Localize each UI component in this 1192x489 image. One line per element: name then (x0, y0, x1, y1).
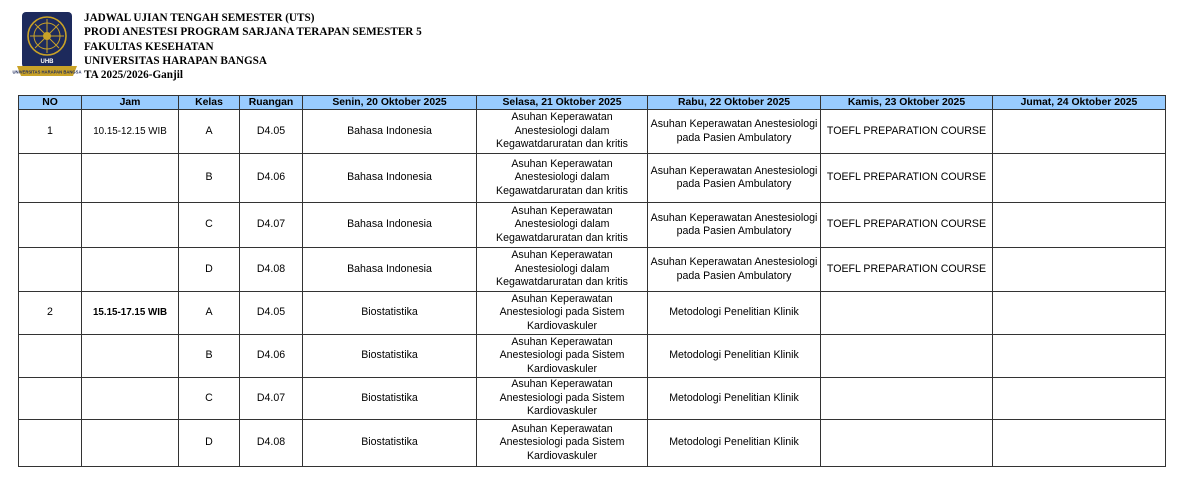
col-header-ruangan: Ruangan (240, 96, 303, 110)
cell-no: 1 (19, 110, 82, 154)
header-titles (84, 11, 422, 82)
table-row (19, 420, 1166, 467)
table-row (19, 378, 1166, 420)
col-header-rabu: Rabu, 22 Oktober 2025 (648, 96, 821, 110)
cell-rabu: Asuhan Keperawatan Anestesiologi pada Pasien Ambulatory (648, 248, 821, 292)
cell-no (19, 203, 82, 248)
exam-schedule-table (18, 95, 1166, 467)
cell-jumat (993, 110, 1166, 154)
cell-kelas: C (179, 378, 240, 420)
cell-ruangan: D4.05 (240, 110, 303, 154)
cell-jam (82, 420, 179, 467)
cell-kelas: D (179, 248, 240, 292)
cell-kamis (821, 292, 993, 335)
cell-rabu: Asuhan Keperawatan Anestesiologi pada Pasien Ambulatory (648, 110, 821, 154)
cell-ruangan: D4.07 (240, 203, 303, 248)
cell-kelas: D (179, 420, 240, 467)
cell-no (19, 154, 82, 203)
cell-kelas: B (179, 154, 240, 203)
cell-no (19, 378, 82, 420)
cell-kamis: TOEFL PREPARATION COURSE (821, 203, 993, 248)
logo-text-top: UHB (40, 59, 54, 65)
col-header-jam: Jam (82, 96, 179, 110)
cell-kelas: A (179, 292, 240, 335)
logo-text-banner: UNIVERSITAS HARAPAN BANGSA (12, 69, 82, 75)
cell-selasa: Asuhan Keperawatan Anestesiologi dalam Kegawatdaruratan dan kritis (477, 110, 648, 154)
cell-jam (82, 335, 179, 378)
cell-ruangan: D4.08 (240, 420, 303, 467)
cell-jumat (993, 203, 1166, 248)
table-header-row (19, 96, 1166, 110)
cell-rabu: Metodologi Penelitian Klinik (648, 335, 821, 378)
cell-kelas: C (179, 203, 240, 248)
cell-ruangan: D4.06 (240, 335, 303, 378)
cell-jam: 15.15-17.15 WIB (82, 292, 179, 335)
cell-selasa: Asuhan Keperawatan Anestesiologi pada Sistem Kardiovaskuler (477, 335, 648, 378)
cell-senin: Bahasa Indonesia (303, 154, 477, 203)
cell-no: 2 (19, 292, 82, 335)
cell-ruangan: D4.06 (240, 154, 303, 203)
col-header-selasa: Selasa, 21 Oktober 2025 (477, 96, 648, 110)
cell-selasa: Asuhan Keperawatan Anestesiologi dalam Kegawatdaruratan dan kritis (477, 203, 648, 248)
cell-jam (82, 248, 179, 292)
doc-faculty: FAKULTAS KESEHATAN (84, 40, 214, 53)
cell-no (19, 335, 82, 378)
university-logo-icon (12, 10, 82, 82)
table-row (19, 292, 1166, 335)
cell-jumat (993, 420, 1166, 467)
col-header-no: NO (19, 96, 82, 110)
cell-jam: 10.15-12.15 WIB (82, 110, 179, 154)
cell-senin: Biostatistika (303, 378, 477, 420)
cell-jam (82, 378, 179, 420)
cell-no (19, 248, 82, 292)
doc-program: PRODI ANESTESI PROGRAM SARJANA TERAPAN SEMESTER 5 (84, 26, 422, 39)
cell-senin: Biostatistika (303, 292, 477, 335)
cell-jumat (993, 292, 1166, 335)
cell-jumat (993, 335, 1166, 378)
doc-title: JADWAL UJIAN TENGAH SEMESTER (UTS) (84, 12, 315, 24)
cell-jam (82, 154, 179, 203)
table-row (19, 248, 1166, 292)
cell-rabu: Metodologi Penelitian Klinik (648, 292, 821, 335)
cell-selasa: Asuhan Keperawatan Anestesiologi pada Sistem Kardiovaskuler (477, 420, 648, 467)
doc-year: TA 2025/2026-Ganjil (84, 69, 183, 82)
cell-jumat (993, 248, 1166, 292)
cell-senin: Biostatistika (303, 420, 477, 467)
table-row (19, 335, 1166, 378)
cell-kamis (821, 420, 993, 467)
cell-jam (82, 203, 179, 248)
col-header-jumat: Jumat, 24 Oktober 2025 (993, 96, 1166, 110)
cell-ruangan: D4.05 (240, 292, 303, 335)
cell-kamis (821, 335, 993, 378)
cell-no (19, 420, 82, 467)
cell-kamis (821, 378, 993, 420)
cell-kamis: TOEFL PREPARATION COURSE (821, 110, 993, 154)
cell-ruangan: D4.07 (240, 378, 303, 420)
cell-senin: Biostatistika (303, 335, 477, 378)
cell-selasa: Asuhan Keperawatan Anestesiologi dalam Kegawatdaruratan dan kritis (477, 154, 648, 203)
cell-kamis: TOEFL PREPARATION COURSE (821, 248, 993, 292)
cell-senin: Bahasa Indonesia (303, 248, 477, 292)
cell-senin: Bahasa Indonesia (303, 110, 477, 154)
cell-kelas: B (179, 335, 240, 378)
cell-selasa: Asuhan Keperawatan Anestesiologi pada Sistem Kardiovaskuler (477, 378, 648, 420)
col-header-senin: Senin, 20 Oktober 2025 (303, 96, 477, 110)
table-row (19, 110, 1166, 154)
cell-kelas: A (179, 110, 240, 154)
cell-jumat (993, 378, 1166, 420)
cell-rabu: Metodologi Penelitian Klinik (648, 420, 821, 467)
cell-kamis: TOEFL PREPARATION COURSE (821, 154, 993, 203)
table-row (19, 154, 1166, 203)
cell-rabu: Metodologi Penelitian Klinik (648, 378, 821, 420)
cell-selasa: Asuhan Keperawatan Anestesiologi dalam Kegawatdaruratan dan kritis (477, 248, 648, 292)
col-header-kelas: Kelas (179, 96, 240, 110)
cell-jumat (993, 154, 1166, 203)
cell-rabu: Asuhan Keperawatan Anestesiologi pada Pasien Ambulatory (648, 154, 821, 203)
table-row (19, 203, 1166, 248)
cell-selasa: Asuhan Keperawatan Anestesiologi pada Sistem Kardiovaskuler (477, 292, 648, 335)
document-header (12, 8, 716, 88)
cell-ruangan: D4.08 (240, 248, 303, 292)
col-header-kamis: Kamis, 23 Oktober 2025 (821, 96, 993, 110)
cell-senin: Bahasa Indonesia (303, 203, 477, 248)
cell-rabu: Asuhan Keperawatan Anestesiologi pada Pasien Ambulatory (648, 203, 821, 248)
doc-university: UNIVERSITAS HARAPAN BANGSA (84, 54, 267, 67)
